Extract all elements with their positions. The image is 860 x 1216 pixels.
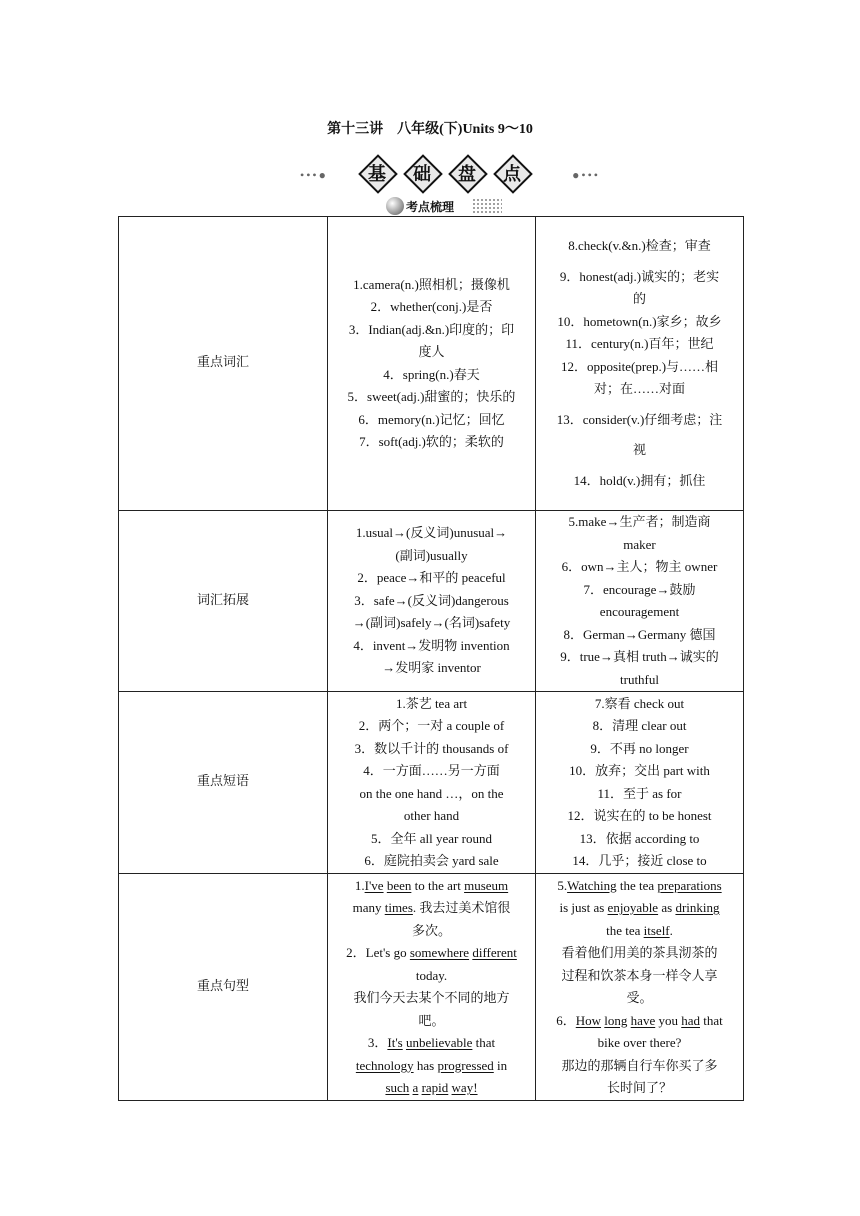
banner-char: 盘	[458, 164, 476, 185]
text-run: the tea	[616, 877, 658, 893]
text-run: . 我去过美术馆很	[412, 900, 511, 915]
text-line: 我们今天去某个不同的地方	[353, 990, 510, 1005]
underlined-word: way!	[451, 1080, 478, 1095]
text-run: is just as	[559, 900, 608, 915]
sentences-left-cell	[328, 874, 536, 1101]
table-row	[119, 511, 744, 692]
underlined-word: It's	[387, 1035, 403, 1050]
subheading-label: 考点梳理	[406, 200, 455, 214]
sphere-icon	[386, 197, 404, 215]
text-line: 受。	[626, 990, 653, 1005]
text-line: 过程和饮茶本身一样令人享	[561, 967, 718, 983]
underlined-word: itself	[643, 922, 670, 938]
underlined-word: Watching	[567, 877, 617, 893]
text-line: 4．一方面……另一方面	[363, 763, 500, 778]
banner-diamond	[450, 156, 484, 190]
underlined-word: times	[384, 900, 413, 915]
underlined-word: rapid	[421, 1080, 449, 1095]
row-category: 重点短语	[119, 692, 328, 874]
text-line: 的	[632, 291, 646, 306]
text-line: 对；在……对面	[593, 381, 685, 396]
sentence-line	[334, 1077, 529, 1100]
vocab-right-cell	[536, 217, 744, 511]
underlined-word: enjoyable	[607, 900, 659, 915]
text-run: many	[352, 900, 385, 915]
sentence-line	[542, 1010, 737, 1033]
expansion-right-cell	[536, 511, 744, 692]
text-line: 度人	[418, 344, 445, 359]
sentence-line	[334, 1055, 529, 1078]
underlined-word: I've	[364, 877, 384, 893]
table-row	[119, 692, 744, 874]
sentence-line	[542, 875, 737, 898]
banner-diamond	[360, 156, 394, 190]
text-run: 2．Let's go	[346, 945, 410, 960]
underlined-word: a	[412, 1080, 419, 1095]
text-line: 1.茶艺 tea art	[395, 695, 468, 711]
table-row	[119, 874, 744, 1101]
text-line: 5.make→生产者；制造商	[568, 514, 711, 529]
text-line: 3．Indian(adj.&n.)印度的；印	[348, 321, 515, 337]
sentence-line	[542, 920, 737, 943]
expansion-left-cell	[328, 511, 536, 692]
text-run: you	[655, 1012, 682, 1028]
underlined-word: somewhere	[409, 945, 470, 960]
text-line: 11．century(n.)百年；世纪	[565, 336, 714, 351]
text-line: 1.usual→(反义词)unusual→	[355, 525, 508, 541]
text-line: 5．全年 all year round	[371, 830, 492, 846]
text-line: 10．hometown(n.)家乡；故乡	[557, 313, 722, 329]
text-line: 10．放弃；交出 part with	[569, 763, 710, 778]
text-run: to the art	[411, 877, 465, 893]
text-line: 吧。	[418, 1012, 445, 1028]
banner-diamond	[495, 156, 529, 190]
page-title: 第十三讲 八年级(下)Units 9～10	[327, 122, 533, 137]
text-run: the tea	[606, 922, 644, 938]
text-line: other hand	[403, 808, 460, 823]
underlined-word: unbelievable	[405, 1035, 473, 1050]
underlined-word: technology	[355, 1057, 414, 1073]
text-line: 12．说实在的 to be honest	[567, 808, 712, 823]
text-line: 8．German→Germany 德国	[563, 626, 716, 642]
text-line: 13．consider(v.)仔细考虑；注	[556, 411, 723, 427]
text-line: 3．数以千计的 thousands of	[354, 740, 509, 756]
sentences-right-cell	[536, 874, 744, 1101]
subheading	[386, 196, 504, 216]
row-category: 重点词汇	[119, 217, 328, 511]
text-line: 12．opposite(prep.)与……相	[560, 358, 719, 374]
table-row	[119, 217, 744, 511]
text-run: in	[493, 1057, 508, 1073]
vocab-left-cell	[328, 217, 536, 511]
banner-dots-right: ●•••	[572, 168, 600, 182]
text-run: as	[658, 900, 676, 915]
banner-char: 点	[503, 164, 521, 185]
text-line: 11．至于 as for	[597, 785, 682, 801]
text-run: 1.	[354, 877, 365, 893]
text-line: 9．honest(adj.)诚实的；老实	[559, 268, 720, 284]
text-line: 3．safe→(反义词)dangerous	[354, 592, 509, 608]
text-line: 2．peace→和平的 peaceful	[357, 570, 506, 586]
underlined-word: progressed	[437, 1057, 494, 1073]
text-line: (副词)usually	[395, 547, 468, 563]
text-line: maker	[623, 536, 656, 552]
underlined-word: drinking	[675, 900, 720, 915]
text-line: on the one hand …，on the	[359, 785, 504, 801]
sentence-line	[542, 897, 737, 920]
text-run: 6．	[556, 1012, 576, 1028]
text-line: truthful	[620, 671, 659, 687]
text-line: 8.check(v.&n.)检查；审查	[568, 238, 711, 253]
text-line: 7.察看 check out	[594, 695, 685, 711]
phrases-left-cell	[328, 692, 536, 874]
text-line: 6．庭院拍卖会 yard sale	[364, 853, 499, 868]
text-run: 3．	[367, 1035, 388, 1050]
text-line: 多次。	[411, 922, 451, 938]
sentence-line	[334, 1032, 529, 1055]
text-line: 看着他们用美的茶具沏茶的	[561, 945, 718, 960]
sentence-line	[334, 942, 529, 965]
text-run: has	[413, 1057, 438, 1073]
text-line: encouragement	[599, 604, 680, 619]
text-line: 2．whether(conj.)是否	[370, 299, 493, 314]
underlined-word: such	[385, 1080, 410, 1095]
text-line: 7．soft(adj.)软的；柔软的	[359, 434, 504, 449]
text-line: bike over there?	[597, 1035, 682, 1050]
text-line: 6．memory(n.)记忆；回忆	[358, 411, 505, 427]
banner-dots-left: •••●	[300, 168, 328, 182]
text-line: 6．own→主人；物主 owner	[561, 559, 718, 574]
text-line: 5．sweet(adj.)甜蜜的；快乐的	[347, 389, 516, 404]
text-line: 视	[632, 442, 646, 457]
text-run: 5.	[557, 877, 568, 893]
text-line: 4．invent→发明物 invention	[353, 637, 510, 653]
banner-char: 基	[368, 164, 386, 185]
underlined-word: have	[630, 1012, 656, 1028]
banner-diamond	[405, 156, 439, 190]
sentence-line	[334, 875, 529, 898]
underlined-word: different	[472, 945, 517, 960]
text-line: 1.camera(n.)照相机；摄像机	[353, 276, 510, 292]
knowledge-table	[118, 216, 744, 1101]
underlined-word: How	[575, 1012, 602, 1028]
underlined-word: been	[386, 877, 412, 893]
text-run: .	[669, 922, 673, 938]
text-line: 7．encourage→鼓励	[583, 581, 696, 597]
text-line: 4．spring(n.)春天	[383, 366, 480, 382]
underlined-word: museum	[464, 877, 509, 893]
row-category: 词汇拓展	[119, 511, 328, 692]
dot-pattern-icon	[472, 198, 502, 214]
text-line: 长时间了？	[606, 1080, 672, 1095]
text-line: 13．依据 according to	[579, 830, 700, 846]
underlined-word: had	[681, 1012, 700, 1028]
text-line: 2．两个；一对 a couple of	[358, 718, 505, 733]
banner-char: 础	[413, 164, 431, 185]
text-line: →(副词)safely→(名词)safety	[352, 615, 511, 631]
text-line: 那边的那辆自行车你买了多	[561, 1057, 718, 1073]
text-line: 8．清理 clear out	[592, 718, 687, 733]
text-line: 14．hold(v.)拥有；抓住	[573, 472, 706, 488]
text-line: 9．true→真相 truth→诚实的	[560, 649, 719, 664]
row-category: 重点句型	[119, 874, 328, 1101]
phrases-right-cell	[536, 692, 744, 874]
section-banner	[300, 150, 600, 196]
text-line: →发明家 inventor	[382, 660, 481, 676]
text-line: 14．几乎；接近 close to	[572, 853, 707, 868]
text-line: today.	[415, 967, 448, 983]
text-run: that	[472, 1035, 496, 1050]
underlined-word: long	[604, 1012, 628, 1028]
sentence-line	[334, 897, 529, 920]
underlined-word: preparations	[657, 877, 722, 893]
text-line: 9．不再 no longer	[590, 740, 689, 756]
text-run: that	[700, 1012, 723, 1028]
